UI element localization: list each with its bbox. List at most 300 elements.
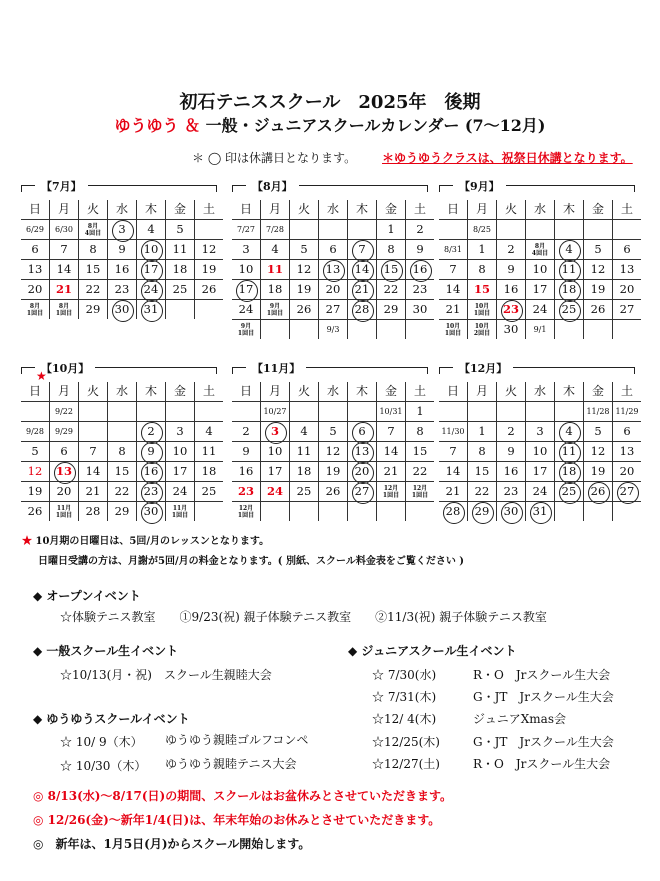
day-cell: 12月 1回目	[377, 482, 406, 502]
day-cell: 9	[232, 442, 261, 462]
day-cell: 16	[108, 260, 137, 280]
day-cell: 21	[50, 280, 79, 300]
day-cell: 20	[348, 462, 377, 482]
open-event-heading: ◆ オープンイベント	[33, 589, 141, 603]
day-cell: 9/22	[50, 402, 79, 422]
day-cell	[439, 220, 468, 240]
day-cell: 7	[439, 442, 468, 462]
junior-event-date: ☆ 7/30(水)	[372, 668, 437, 682]
yuyu-event-name: ゆうゆう親睦テニス大会	[165, 757, 297, 771]
day-cell: 26	[290, 300, 319, 320]
day-cell: 17	[166, 462, 195, 482]
day-cell: 12	[584, 442, 613, 462]
day-cell: 8月 1回目	[50, 300, 79, 320]
calendar-grid	[232, 382, 434, 521]
day-cell: 7/28	[261, 220, 290, 240]
junior-event-date: ☆12/ 4(木)	[372, 712, 437, 726]
day-cell: 11	[290, 442, 319, 462]
weekday-label: 月	[261, 382, 290, 402]
day-cell	[584, 502, 613, 522]
day-cell: 15	[108, 462, 137, 482]
day-cell: 6	[21, 240, 50, 260]
day-cell: 10	[261, 442, 290, 462]
day-cell: 14	[377, 442, 406, 462]
page-subtitle	[0, 113, 660, 136]
day-cell: 27	[613, 300, 642, 320]
day-cell: 10	[166, 442, 195, 462]
junior-event-date: ☆12/27(土)	[372, 757, 440, 771]
day-cell: 6/30	[50, 220, 79, 240]
day-cell: 4	[261, 240, 290, 260]
weekday-label: 水	[319, 200, 348, 220]
day-cell: 10	[232, 260, 261, 280]
day-cell: 24	[137, 280, 166, 300]
weekday-label: 金	[584, 382, 613, 402]
day-cell: 18	[555, 280, 584, 300]
day-cell: 24	[166, 482, 195, 502]
day-cell	[290, 502, 319, 522]
day-cell: 24	[261, 482, 290, 502]
weekday-label: 月	[50, 382, 79, 402]
day-cell	[195, 502, 224, 522]
day-cell	[555, 402, 584, 422]
day-cell: 14	[439, 462, 468, 482]
day-cell: 16	[406, 260, 435, 280]
day-cell	[319, 402, 348, 422]
weekday-label: 金	[377, 382, 406, 402]
day-cell: 5	[166, 220, 195, 240]
day-cell: 11	[166, 240, 195, 260]
general-event-heading: ◆ 一般スクール生イベント	[33, 644, 179, 658]
day-cell: 22	[377, 280, 406, 300]
weekday-label: 金	[584, 200, 613, 220]
day-cell: 28	[439, 502, 468, 522]
day-cell: 5	[21, 442, 50, 462]
weekday-label: 火	[497, 382, 526, 402]
day-cell: 25	[195, 482, 224, 502]
day-cell: 25	[555, 482, 584, 502]
day-cell: 19	[290, 280, 319, 300]
day-cell: 10	[526, 260, 555, 280]
day-cell: 11/28	[584, 402, 613, 422]
day-cell: 2	[406, 220, 435, 240]
day-cell: 6	[50, 442, 79, 462]
day-cell: 27	[319, 300, 348, 320]
day-cell: 6	[613, 240, 642, 260]
junior-event-name: R・O Jrスクール生大会	[473, 668, 611, 682]
day-cell: 9	[108, 240, 137, 260]
day-cell: 29	[377, 300, 406, 320]
day-cell: 26	[584, 482, 613, 502]
day-cell: 6	[613, 422, 642, 442]
weekday-label: 金	[166, 382, 195, 402]
day-cell: 14	[79, 462, 108, 482]
day-cell	[555, 320, 584, 340]
day-cell: 11月 1回目	[50, 502, 79, 522]
day-cell: 13	[613, 260, 642, 280]
weekday-label: 木	[137, 200, 166, 220]
day-cell	[348, 220, 377, 240]
day-cell: 11	[261, 260, 290, 280]
day-cell	[290, 402, 319, 422]
day-cell: 22	[406, 462, 435, 482]
day-cell: 4	[290, 422, 319, 442]
day-cell: 23	[137, 482, 166, 502]
day-cell: 8/31	[439, 240, 468, 260]
weekday-label: 木	[137, 382, 166, 402]
junior-event-date: ☆12/25(木)	[372, 735, 440, 749]
weekday-label: 土	[406, 382, 435, 402]
weekday-label: 土	[613, 382, 642, 402]
month-label: 【12月】	[453, 360, 513, 376]
day-cell: 9月 1回目	[261, 300, 290, 320]
new-year-notice: ◎ 12/26(金)～新年1/4(日)は、年末年始のお休みとさせていただきます。	[33, 813, 441, 827]
day-cell: 15	[468, 280, 497, 300]
day-cell	[108, 422, 137, 442]
day-cell: 24	[526, 482, 555, 502]
day-cell: 15	[468, 462, 497, 482]
day-cell: 1	[406, 402, 435, 422]
weekday-label: 土	[406, 200, 435, 220]
day-cell: 12	[584, 260, 613, 280]
day-cell: 23	[497, 300, 526, 320]
day-cell: 30	[137, 502, 166, 522]
day-cell	[526, 402, 555, 422]
day-cell: 30	[406, 300, 435, 320]
day-cell: 26	[584, 300, 613, 320]
day-cell: 10	[137, 240, 166, 260]
day-cell: 7	[50, 240, 79, 260]
day-cell: 7/27	[232, 220, 261, 240]
day-cell: 4	[555, 240, 584, 260]
day-cell: 9/29	[50, 422, 79, 442]
day-cell: 17	[137, 260, 166, 280]
day-cell: 29	[108, 502, 137, 522]
day-cell: 10月 1回目	[468, 300, 497, 320]
day-cell: 17	[232, 280, 261, 300]
month-label: 【7月】	[35, 178, 88, 194]
day-cell: 5	[584, 422, 613, 442]
day-cell	[555, 502, 584, 522]
day-cell: 12	[21, 462, 50, 482]
day-cell: 7	[79, 442, 108, 462]
day-cell: 8/25	[468, 220, 497, 240]
day-cell: 30	[108, 300, 137, 320]
day-cell: 11	[555, 442, 584, 462]
day-cell: 9月 1回目	[237, 322, 255, 337]
day-cell: 26	[27, 504, 43, 518]
day-cell: 20	[50, 482, 79, 502]
day-cell: 28	[79, 502, 108, 522]
day-cell: 3	[261, 422, 290, 442]
day-cell: 10/27	[261, 402, 290, 422]
day-cell: 9/1	[526, 320, 555, 340]
page-title: 初石テニススクール 2025年 後期	[179, 92, 481, 113]
day-cell: 8	[468, 442, 497, 462]
day-cell	[555, 220, 584, 240]
day-cell: 7	[377, 422, 406, 442]
day-cell	[232, 402, 261, 422]
day-cell	[166, 402, 195, 422]
calendar-grid	[439, 382, 641, 521]
weekday-label: 日	[232, 382, 261, 402]
day-cell: 19	[584, 280, 613, 300]
weekday-label: 水	[526, 200, 555, 220]
calendar-header	[439, 362, 635, 375]
day-cell: 12月 1回目	[406, 482, 435, 502]
day-cell: 12	[195, 240, 224, 260]
day-cell	[584, 220, 613, 240]
weekday-label: 月	[468, 200, 497, 220]
day-cell: 16	[497, 462, 526, 482]
weekday-label: 金	[166, 200, 195, 220]
day-cell	[195, 220, 224, 240]
day-cell	[195, 402, 224, 422]
junior-event-name: G・JT Jrスクール生大会	[473, 735, 614, 749]
calendar-header	[439, 180, 635, 193]
day-cell: 1	[377, 220, 406, 240]
day-cell: 13	[348, 442, 377, 462]
day-cell: 8月 4回目	[79, 220, 108, 240]
calendar-grid	[21, 200, 223, 319]
day-cell: 25	[555, 300, 584, 320]
day-cell	[79, 422, 108, 442]
day-cell: 3	[232, 240, 261, 260]
open-event-body: ☆体験テニス教室 ①9/23(祝) 親子体験テニス教室 ②11/3(祝) 親子体験テニス教室	[60, 610, 547, 624]
day-cell: 11	[555, 260, 584, 280]
day-cell: 12月 1回目	[237, 504, 255, 519]
day-cell: 24	[526, 300, 555, 320]
weekday-label: 月	[50, 200, 79, 220]
weekday-label: 火	[79, 382, 108, 402]
junior-event-name: G・JT Jrスクール生大会	[473, 690, 614, 704]
day-cell: 11月 1回目	[166, 502, 195, 522]
day-cell: 1	[468, 422, 497, 442]
day-cell	[261, 320, 290, 340]
day-cell: 11	[195, 442, 224, 462]
day-cell: 22	[108, 482, 137, 502]
day-cell: 17	[526, 280, 555, 300]
weekday-label: 木	[348, 200, 377, 220]
day-cell: 15	[377, 260, 406, 280]
day-cell: 17	[526, 462, 555, 482]
weekday-label: 水	[108, 200, 137, 220]
weekday-label: 水	[319, 382, 348, 402]
day-cell: 2	[497, 240, 526, 260]
month-label: 【8月】	[246, 178, 299, 194]
day-cell	[439, 402, 468, 422]
day-cell: 10	[526, 442, 555, 462]
day-cell: 6	[348, 422, 377, 442]
day-cell	[526, 220, 555, 240]
calendar-header	[21, 180, 217, 193]
day-cell	[79, 402, 108, 422]
subtitle-yuyu: ゆうゆう ＆	[114, 116, 201, 135]
weekday-label: 日	[439, 382, 468, 402]
day-cell	[584, 320, 613, 340]
day-cell: 11/30	[439, 422, 468, 442]
calendar-grid	[232, 200, 434, 339]
day-cell: 4	[195, 422, 224, 442]
weekday-label: 月	[468, 382, 497, 402]
day-cell: 29	[468, 502, 497, 522]
day-cell: 21	[377, 462, 406, 482]
day-cell: 8	[377, 240, 406, 260]
day-cell: 9	[406, 240, 435, 260]
weekday-label: 土	[195, 200, 224, 220]
day-cell: 12	[290, 260, 319, 280]
day-cell: 31	[526, 502, 555, 522]
day-cell: 25	[166, 280, 195, 300]
day-cell: 3	[108, 220, 137, 240]
day-cell	[21, 402, 50, 422]
day-cell: 21	[348, 280, 377, 300]
day-cell: 5	[584, 240, 613, 260]
day-cell: 9/28	[21, 422, 50, 442]
october-note-2: 日曜日受講の方は、月謝が5回/月の料金となります。( 別紙、スクール料金表をご覧ください )	[38, 556, 465, 567]
day-cell: 20	[21, 280, 50, 300]
day-cell: 24	[232, 300, 261, 320]
day-cell	[319, 220, 348, 240]
day-cell: 18	[290, 462, 319, 482]
day-cell	[348, 502, 377, 522]
day-cell: 2	[232, 422, 261, 442]
day-cell: 10月 1回目	[444, 322, 462, 337]
october-note-1: ★ 10月期の日曜日は、5回/月のレッスンとなります。	[22, 536, 270, 547]
day-cell	[137, 402, 166, 422]
star-icon: ★	[36, 369, 47, 383]
day-cell: 16	[497, 280, 526, 300]
day-cell: 5	[319, 422, 348, 442]
calendar-header	[21, 362, 217, 375]
day-cell: 2	[497, 422, 526, 442]
junior-event-date: ☆ 7/31(木)	[372, 690, 437, 704]
day-cell: 14	[50, 260, 79, 280]
day-cell: 6/29	[21, 220, 50, 240]
yuyu-event-name: ゆうゆう親睦ゴルフコンペ	[165, 733, 309, 747]
day-cell: 13	[21, 260, 50, 280]
day-cell	[290, 320, 319, 340]
day-cell: 2	[137, 422, 166, 442]
day-cell: 13	[50, 462, 79, 482]
day-cell: 10/31	[377, 402, 406, 422]
day-cell: 23	[232, 482, 261, 502]
weekday-label: 火	[290, 200, 319, 220]
obon-notice: ◎ 8/13(水)～8/17(日)の期間、スクールはお盆休みとさせていただきます。	[33, 789, 453, 803]
day-cell	[377, 320, 406, 340]
junior-event-name: ジュニアXmas会	[473, 712, 566, 726]
day-cell: 23	[497, 482, 526, 502]
weekday-label: 日	[439, 200, 468, 220]
day-cell	[348, 320, 377, 340]
weekday-label: 木	[555, 382, 584, 402]
day-cell: 18	[195, 462, 224, 482]
day-cell: 13	[319, 260, 348, 280]
day-cell: 13	[613, 442, 642, 462]
weekday-label: 金	[377, 200, 406, 220]
day-cell: 8月 4回目	[526, 240, 555, 260]
weekday-label: 木	[348, 382, 377, 402]
day-cell: 16	[232, 462, 261, 482]
day-cell	[468, 402, 497, 422]
day-cell: 21	[439, 482, 468, 502]
day-cell: 10月 2回目	[468, 320, 497, 340]
month-label: 【10月】	[35, 360, 95, 376]
day-cell: 25	[290, 482, 319, 502]
day-cell: 20	[613, 280, 642, 300]
junior-event-heading: ◆ ジュニアスクール生イベント	[348, 644, 517, 658]
day-cell: 18	[166, 260, 195, 280]
weekday-label: 木	[555, 200, 584, 220]
day-cell: 9	[497, 442, 526, 462]
day-cell: 8	[406, 422, 435, 442]
day-cell	[195, 300, 224, 320]
day-cell	[613, 320, 642, 340]
weekday-label: 日	[21, 382, 50, 402]
yuyu-event-date: ☆ 10/30（木）	[60, 759, 147, 773]
day-cell: 16	[137, 462, 166, 482]
weekday-label: 水	[108, 382, 137, 402]
day-cell: 9	[137, 442, 166, 462]
day-cell: 31	[137, 300, 166, 320]
day-cell	[406, 320, 435, 340]
day-cell	[108, 402, 137, 422]
day-cell: 8	[468, 260, 497, 280]
day-cell: 19	[195, 260, 224, 280]
day-cell	[497, 402, 526, 422]
day-cell	[613, 220, 642, 240]
day-cell: 29	[79, 300, 108, 320]
month-label: 【9月】	[453, 178, 506, 194]
day-cell: 23	[108, 280, 137, 300]
day-cell: 4	[555, 422, 584, 442]
day-cell: 19	[584, 462, 613, 482]
day-cell: 17	[261, 462, 290, 482]
day-cell: 14	[439, 280, 468, 300]
day-cell: 20	[613, 462, 642, 482]
day-cell	[290, 220, 319, 240]
day-cell: 7	[348, 240, 377, 260]
day-cell: 11/29	[613, 402, 642, 422]
weekday-label: 火	[79, 200, 108, 220]
day-cell: 8	[79, 240, 108, 260]
day-cell: 30	[497, 320, 526, 340]
day-cell: 6	[319, 240, 348, 260]
day-cell: 15	[79, 260, 108, 280]
day-cell: 1	[468, 240, 497, 260]
day-cell: 21	[79, 482, 108, 502]
day-cell: 9/3	[319, 320, 348, 340]
day-cell: 22	[468, 482, 497, 502]
day-cell: 22	[79, 280, 108, 300]
day-cell: 3	[526, 422, 555, 442]
weekday-label: 日	[21, 200, 50, 220]
day-cell: 26	[319, 482, 348, 502]
day-cell: 8月 1回目	[26, 302, 44, 317]
day-cell	[497, 220, 526, 240]
calendar-header	[232, 180, 428, 193]
new-year-start-notice: ◎ 新年は、1月5日(月)からスクール開始します。	[33, 837, 311, 851]
day-cell: 3	[166, 422, 195, 442]
day-cell: 7	[439, 260, 468, 280]
day-cell: 23	[406, 280, 435, 300]
day-cell: 8	[108, 442, 137, 462]
yuyu-event-heading: ◆ ゆうゆうスクールイベント	[33, 712, 190, 726]
day-cell	[261, 502, 290, 522]
yuyu-event-date: ☆ 10/ 9（木）	[60, 735, 143, 749]
day-cell: 20	[319, 280, 348, 300]
day-cell: 9	[497, 260, 526, 280]
